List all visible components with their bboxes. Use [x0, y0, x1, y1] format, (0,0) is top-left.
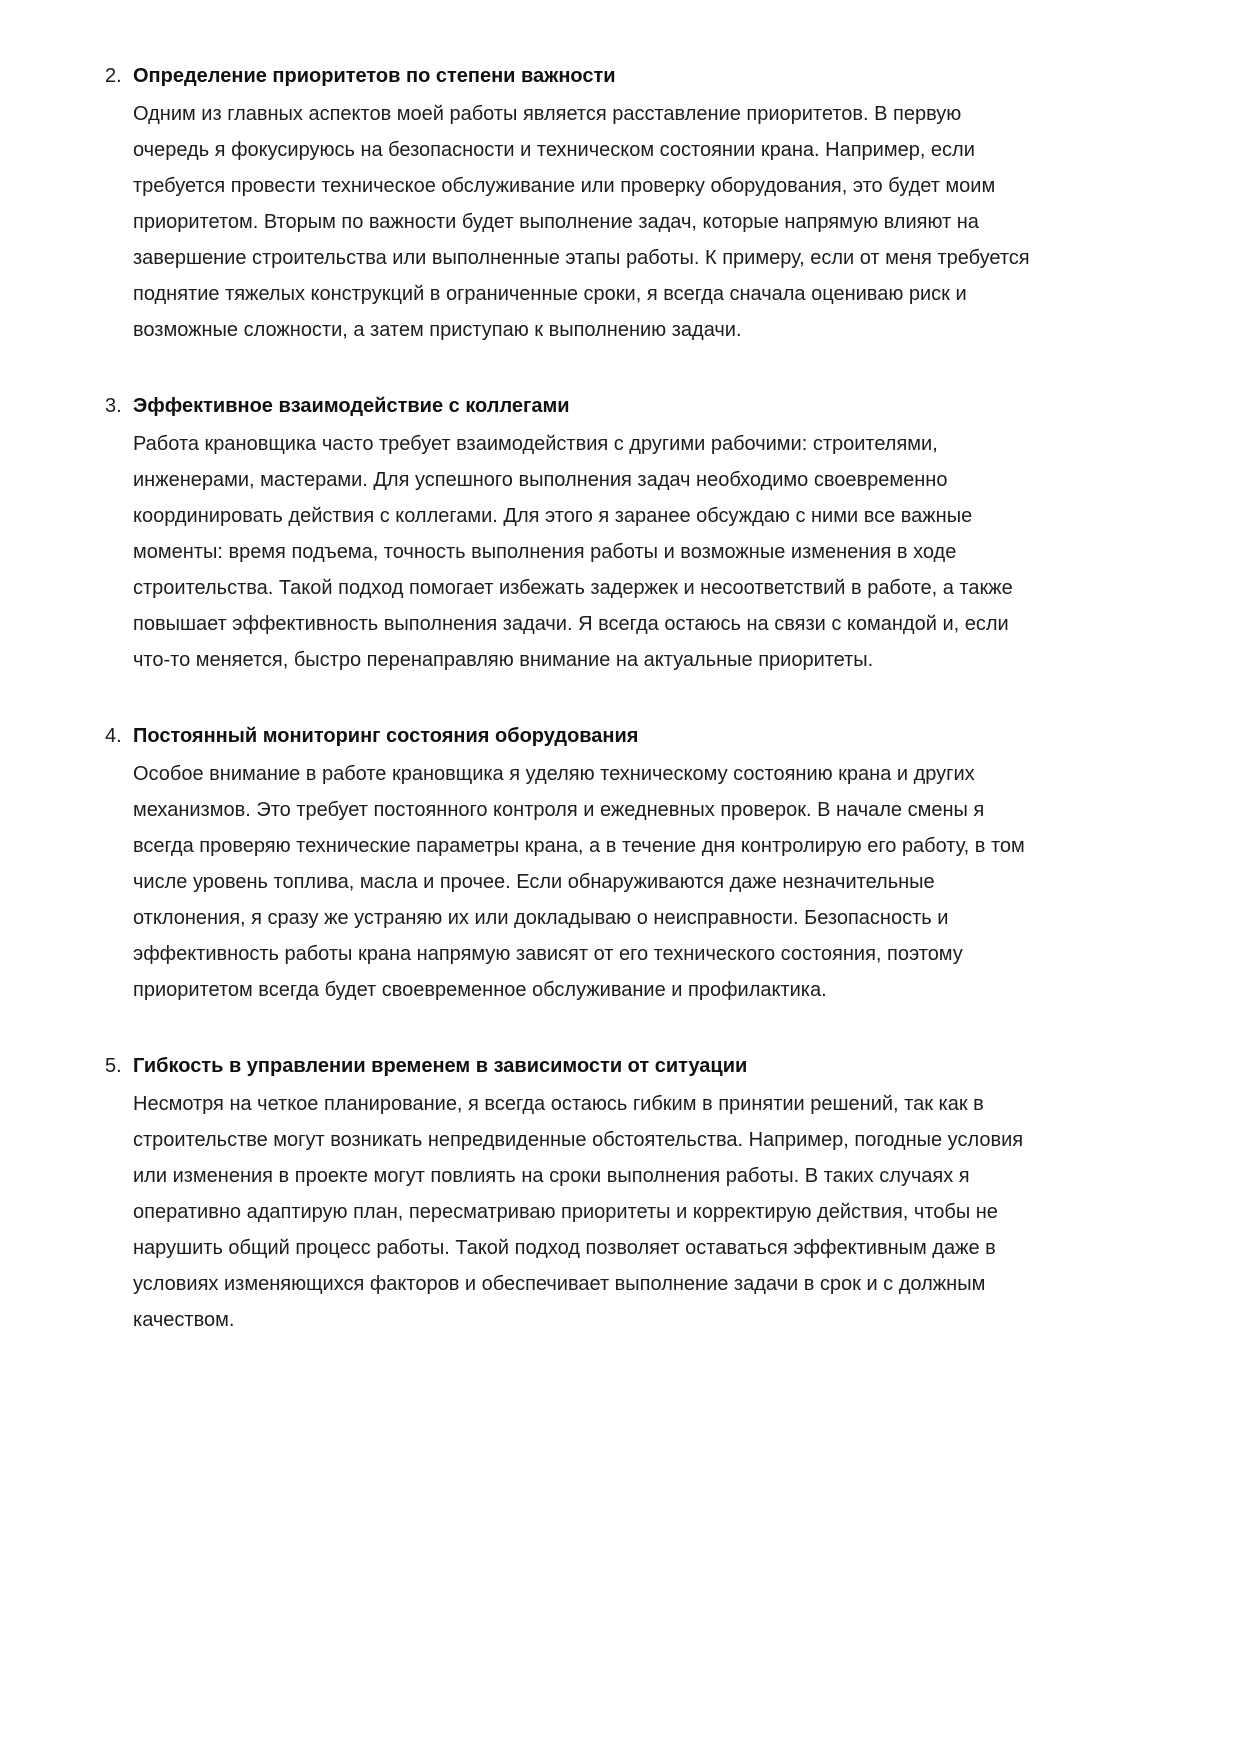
list-item-body: Работа крановщика часто требует взаимодействия с другими рабочими: строителями, инженерами, мастерами. Для успешного выполнения задач необходимо своевременно координировать действия с коллегами. Для этого я заранее обсуждаю с ними все важные моменты: время подъема, точность выполнения работы и возможные изменения в ходе строительства. Такой подход помогает избежать задержек и несоответствий в работе, а также повышает эффективность выполнения задачи. Я всегда остаюсь на связи с командой и, если что-то меняется, быстро перенаправляю внимание на актуальные приоритеты.: [133, 433, 1013, 671]
list-item: [105, 388, 1035, 678]
list-item: [105, 1048, 1035, 1338]
list-item-number: 2.: [105, 65, 122, 87]
numbered-list: [105, 58, 1035, 1338]
list-item-number: 3.: [105, 395, 122, 417]
list-item-body: Несмотря на четкое планирование, я всегда остаюсь гибким в принятии решений, так как в строительстве могут возникать непредвиденные обстоятельства. Например, погодные условия или изменения в проекте могут повлиять на сроки выполнения работы. В таких случаях я оперативно адаптирую план, пересматриваю приоритеты и корректирую действия, чтобы не нарушить общий процесс работы. Такой подход позволяет оставаться эффективным даже в условиях изменяющихся факторов и обеспечивает выполнение задачи в срок и с должным качеством.: [133, 1093, 1024, 1331]
list-item: [105, 718, 1035, 1008]
list-item: [105, 58, 1035, 348]
list-item-title: Постоянный мониторинг состояния оборудования: [133, 725, 639, 747]
list-item-body: Особое внимание в работе крановщика я уделяю техническому состоянию крана и других механизмов. Это требует постоянного контроля и ежедневных проверок. В начале смены я всегда проверяю технические параметры крана, а в течение дня контролирую его работу, в том числе уровень топлива, масла и прочее. Если обнаруживаются даже незначительные отклонения, я сразу же устраняю их или докладываю о неисправности. Безопасность и эффективность работы крана напрямую зависят от его технического состояния, поэтому приоритетом всегда будет своевременное обслуживание и профилактика.: [133, 763, 1025, 1001]
list-item-number: 4.: [105, 725, 122, 747]
list-item-title: Гибкость в управлении временем в зависимости от ситуации: [133, 1055, 748, 1077]
list-item-title: Определение приоритетов по степени важности: [133, 65, 616, 87]
list-item-title: Эффективное взаимодействие с коллегами: [133, 395, 570, 417]
list-item-number: 5.: [105, 1055, 122, 1077]
list-item-body: Одним из главных аспектов моей работы является расставление приоритетов. В первую очередь я фокусируюсь на безопасности и техническом состоянии крана. Например, если требуется провести техническое обслуживание или проверку оборудования, это будет моим приоритетом. Вторым по важности будет выполнение задач, которые напрямую влияют на завершение строительства или выполненные этапы работы. К примеру, если от меня требуется поднятие тяжелых конструкций в ограниченные сроки, я всегда сначала оцениваю риск и возможные сложности, а затем приступаю к выполнению задачи.: [133, 103, 1030, 341]
